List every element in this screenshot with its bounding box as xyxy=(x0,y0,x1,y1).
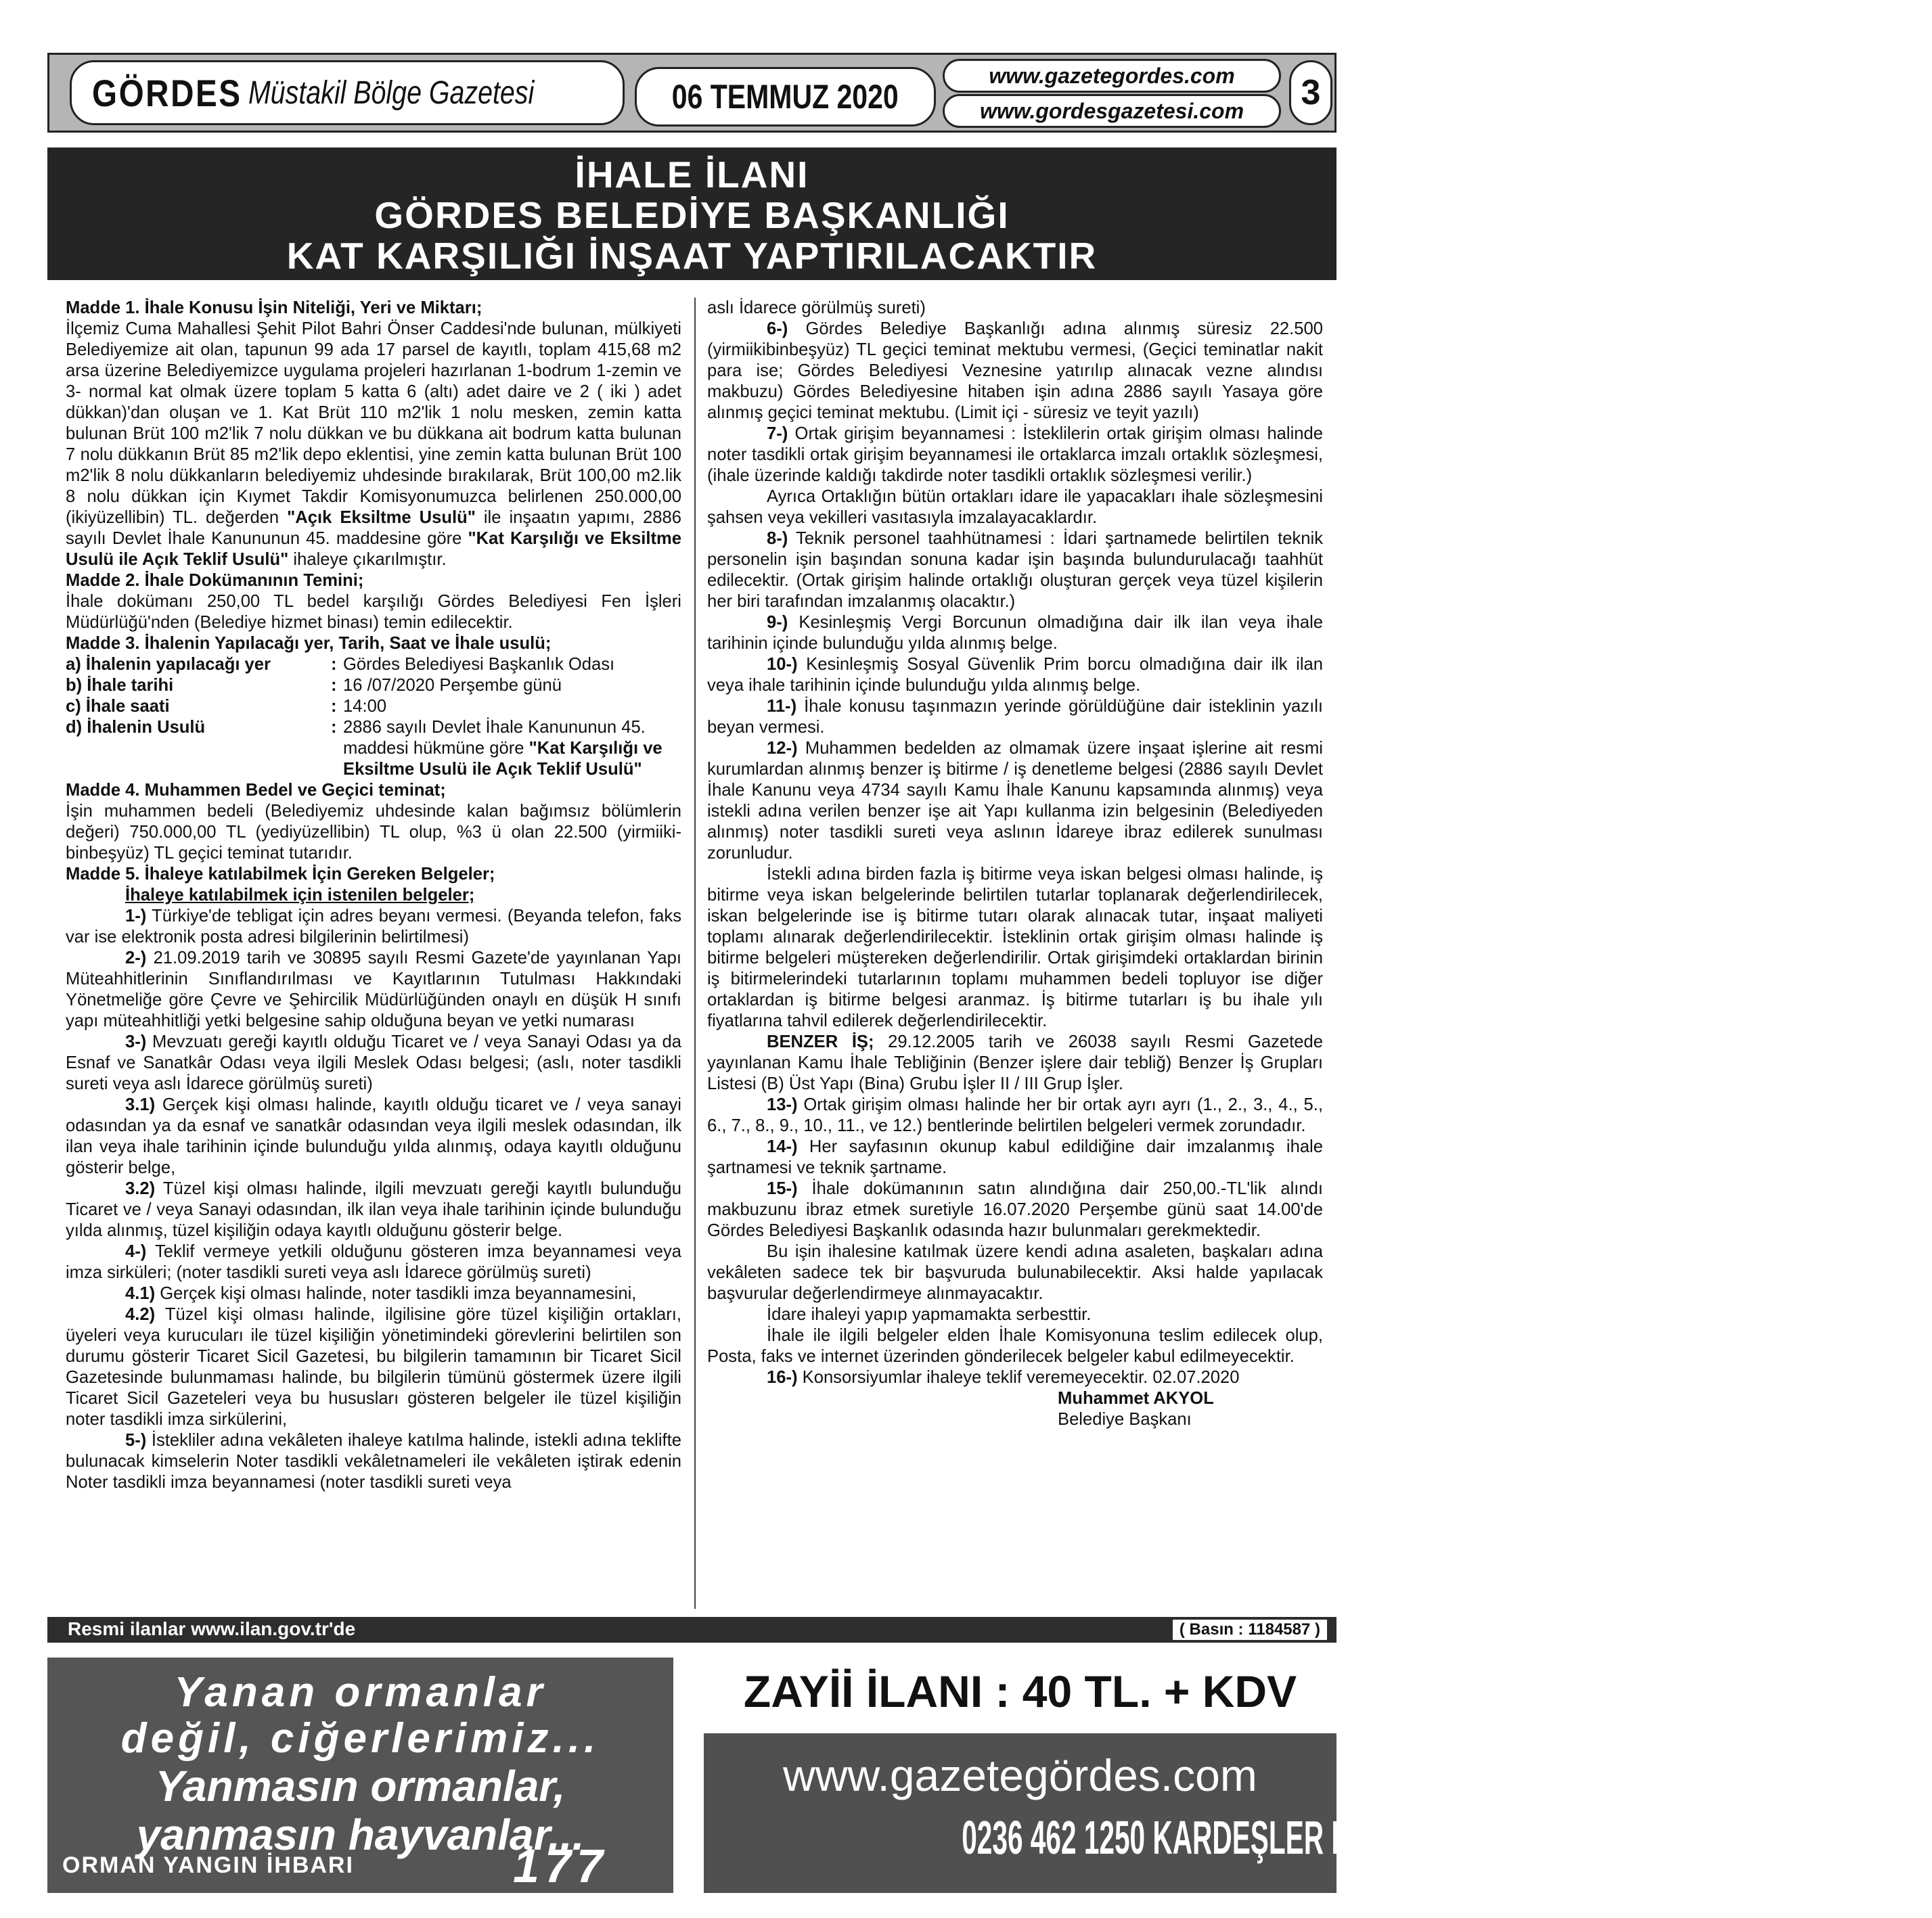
fire-report-number: 177 xyxy=(513,1840,608,1892)
list-item: 1-) Türkiye'de tebligat için adres beyanı vermesi. (Beyanda telefon, faks var ise elektronik posta adresi bilgilerinin belirtilmesi) xyxy=(66,907,681,946)
list-item: 12-) Muhammen bedelden az olmamak üzere inşaat işlerine ait resmi kurumlardan alınmış benzer iş bitirme / iş denetleme belgesi (2886 sayılı Devlet İhale Kanunu veya 4734 sayılı Kamu İhale Kanunu kapsamında alınmış) veya istekli adına verilen benzer işe ait Yapı kullanma izin belgesinin (Belediyeden alınmış) noter tasdikli sureti veya aslının İdareye ibraz edilerek sunulması zorunludur. xyxy=(707,739,1323,863)
list-item: 9-) Kesinleşmiş Vergi Borcunun olmadığına dair ilk ilan veya ihale tarihinin içinde bulunduğu yılda alınmış belge. xyxy=(707,613,1323,653)
title-banner xyxy=(47,147,1336,280)
issue-date: 06 TEMMUZ 2020 xyxy=(672,78,899,116)
article-5-title: Madde 5. İhaleye katılabilmek İçin Gereken Belgeler; xyxy=(66,865,495,884)
contact-ad xyxy=(704,1733,1675,1893)
lost-notice-price: ZAYİİ İLANI : 40 TL. + KDV xyxy=(743,1666,1297,1716)
right-item-list xyxy=(707,319,1323,1388)
article-2-title: Madde 2. İhale Dokümanının Temini; xyxy=(66,571,364,590)
column-divider xyxy=(694,298,696,1609)
ad-line-3: Yanmasın ormanlar, xyxy=(155,1762,566,1810)
article-2-text: İhale dokümanı 250,00 TL bedel karşılığı Gördes Belediyesi Fen İşleri Müdürlüğü'nden (Belediye hizmet binası) temin edilecektir. xyxy=(66,592,681,632)
masthead xyxy=(47,53,1336,133)
list-item: BENZER İŞ; 29.12.2005 tarih ve 26038 sayılı Resmi Gazetede yayınlanan Kamu İhale Tebliğinin (Benzer işlere dair tebliğ) Benzer İş Grupları Listesi (B) Üst Yapı (Bina) Grubu İşler II / III Grup İşler. xyxy=(707,1032,1323,1093)
page-number: 3 xyxy=(1301,73,1321,112)
continued-text: aslı İdarece görülmüş sureti) xyxy=(707,298,926,317)
fire-report-label: ORMAN YANGIN İHBARI xyxy=(62,1852,354,1878)
forest-fire-ad xyxy=(47,1658,673,1893)
signer-name: Muhammet AKYOL xyxy=(1058,1389,1214,1408)
website-2: www.gordesgazetesi.com xyxy=(979,98,1244,123)
signer-title: Belediye Başkanı xyxy=(1058,1410,1192,1429)
article-4-title: Madde 4. Muhammen Bedel ve Geçici teminat; xyxy=(66,781,446,800)
ad-line-2: değil, ciğerlerimiz... xyxy=(120,1715,600,1762)
detail-row-time: c) İhale saati : 14:00 xyxy=(66,697,387,716)
list-item: 6-) Gördes Belediye Başkanlığı adına alınmış süresiz 22.500 (yirmiikibinbeşyüz) TL geçici teminat mektubu vermesi, (Geçici teminatlar nakit para ise; Gördes Belediyesi Veznesine yatırılıp alınacak vezne alındısı makbuzu) Gördes Belediyesine hitaben işin adına 2886 sayılı Yasaya göre alınmış geçici teminat mektubu. (Limit içi - süresiz ve teyit yazılı) xyxy=(707,319,1323,422)
article-1-text: İlçemiz Cuma Mahallesi Şehit Pilot Bahri Önser Caddesi'nde bulunan, mülkiyeti Belediyemize ait olan, tapunun 99 ada 17 parsel de kayıtlı, toplam 415,68 m2 arsa üzerine Belediyemizce uygulama projeleri hazırlanan 1-bodrum 1-zemin ve 3- normal kat olmak üzere toplam 5 katta 6 (altı) adet daire ve 2 ( iki ) adet dükkan)'dan oluşan ve 1. Kat Brüt 110 m2'lik 1 nolu mesken, zemin katta bulunan Brüt 100 m2'lik 7 nolu dükkan ve bu dükkana ait bodrum katta bulunan 7 nolu dükkanın Brüt 85 m2'lik depo eklentisi, yine zemin katta bulunan Brüt 100 m2'lik 8 nolu dükkanların belediyemiz uhdesinde bırakılarak, Brüt 100,00 m2.lik 8 nolu dükkan için Kıymet Takdir Komisyonumuzca belirlenen 250.000,00 (ikiyüzellibin) TL. değerden "Açık Eksiltme Usulü" ile inşaatın yapımı, 2886 sayılı Devlet İhale Kanununun 45. maddesine göre "Kat Karşılığı ve Eksiltme Usulü ile Açık Teklif Usulü" ihaleye çıkarılmıştır. xyxy=(66,319,681,569)
list-item: 5-) İstekliler adına vekâleten ihaleye katılma halinde, istekli adına teklifte bulunacak kimselerin Noter tasdikli vekâletnameleri ile vekâleten iştirak edenin Noter tasdikli imza beyannamesi (noter tasdikli sureti veya xyxy=(66,1431,681,1492)
list-item: İdare ihaleyi yapıp yapmamakta serbesttir. xyxy=(767,1305,1092,1324)
right-column xyxy=(707,298,1323,1430)
ad-line-4: yanmasın hayvanlar... xyxy=(136,1810,585,1859)
detail-row-place: a) İhalenin yapılacağı yer : Gördes Belediyesi Başkanlık Odası xyxy=(66,655,615,674)
brand-subtitle: Müstakil Bölge Gazetesi xyxy=(248,74,534,111)
press-number: ( Basın : 1184587 ) xyxy=(1173,1620,1327,1640)
list-item: 4.1) Gerçek kişi olması halinde, noter tasdikli imza beyannamesini, xyxy=(125,1284,637,1303)
banner-line-3: KAT KARŞILIĞI İNŞAAT YAPTIRILACAKTIR xyxy=(286,235,1098,277)
list-item: 14-) Her sayfasının okunup kabul edildiğine dair imzalanmış ihale şartnamesi ve teknik şartname. xyxy=(707,1137,1323,1177)
official-notices-link: Resmi ilanlar www.ilan.gov.tr'de xyxy=(68,1618,356,1639)
left-column xyxy=(66,298,681,1493)
left-item-list xyxy=(66,906,681,1493)
article-4-text: İşin muhammen bedeli (Belediyemiz uhdesinde kalan bağımsız bölümlerin değeri) 750.000,00 TL (yediyüzellibin) TL olup, %3 ü olan 22.500 (yirmiiki-binbeşyüz) TL geçici teminat tutarıdır. xyxy=(66,802,681,863)
ad-website: www.gazetegördes.com xyxy=(783,1750,1257,1800)
list-item: 8-) Teknik personel taahhütnamesi : İdari şartnamede belirtilen teknik personelin işin başından sonuna kadar işin başında bulundurulacağı taahhüt edilecektir. (Ortak girişim halinde ortaklığı oluşturan gerçek veya tüzel kişilerin her biri tarafından imzalanmış olacaktır.) xyxy=(707,529,1323,611)
list-item: İhale ile ilgili belgeler elden İhale Komisyonuna teslim edilecek olup, Posta, faks ve internet üzerinden gönderilecek belgeler kabul edilmeyecektir. xyxy=(707,1326,1323,1366)
list-item: 16-) Konsorsiyumlar ihaleye teklif veremeyecektir. 02.07.2020 xyxy=(767,1368,1240,1387)
banner-line-1: İHALE İLANI xyxy=(575,154,809,196)
brand-name: GÖRDES xyxy=(92,71,242,114)
ad-line-1: Yanan ormanlar xyxy=(174,1669,547,1716)
banner-line-2: GÖRDES BELEDİYE BAŞKANLIĞI xyxy=(374,194,1010,236)
page-number-box xyxy=(1289,60,1332,125)
website-box-2 xyxy=(943,94,1281,128)
list-item: 3-) Mevzuatı gereği kayıtlı olduğu Ticaret ve / veya Sanayi Odası ya da Esnaf ve Sanatkâr Odası veya ilgili Meslek Odası belgesi; (aslı, noter tasdikli sureti veya aslı İdarece görülmüş sureti) xyxy=(66,1032,681,1093)
article-5-subtitle: İhaleye katılabilmek için istenilen belgeler; xyxy=(125,886,475,905)
ad-contact: 0236 462 1250 KARDEŞLER MATBAASI- GAZETECİLİK xyxy=(962,1811,1675,1864)
article-3-title: Madde 3. İhalenin Yapılacağı yer, Tarih, Saat ve İhale usulü; xyxy=(66,634,552,653)
list-item: 11-) İhale konusu taşınmazın yerinde görüldüğüne dair isteklinin yazılı beyan vermesi. xyxy=(707,697,1323,737)
list-item: İstekli adına birden fazla iş bitirme veya iskan belgesi olması halinde, iş bitirme veya iskan belgelerinde belirtilen tutarlar toplanarak değerlendirilecek, iskan belgelerinde ise iş bitirme tutarı olarak alınacak tutar, inşaat maliyeti toplamı alınarak değerlendirilecektir. İsteklinin ortak girişim olması halinde iş bitirme belgeleri müştereken değerlendirilir. Ortak girişimdeki ortaklardan birinin iş bitirmelerindeki tutarlarının toplamı muhammen bedeli topluyor ise diğer ortaklardan iş bitirme belgesi aranmaz. İş bitirme tutarları iş bu ihale yılı fiyatlarına tahvil edilerek değerlendirilecektir. xyxy=(707,865,1323,1030)
list-item: 3.2) Tüzel kişi olması halinde, ilgili mevzuatı gereği kayıtlı bulunduğu Ticaret ve / veya Sanayi odasından, ilk ilan veya ihale tarihinin içinde bulunduğu yılda alınmış, tüzel kişiliğin odaya kayıtlı olduğunu gösterir belge. xyxy=(66,1179,681,1240)
list-item: 7-) Ortak girişim beyannamesi : İsteklilerin ortak girişim olması halinde noter tasdikli ortak girişim beyannamesi ile ortaklarca imzalı ortaklık sözleşmesi, (ihale üzerinde kaldığı takdirde noter tasdikli ortaklık sözleşmesi verilir.) xyxy=(707,424,1323,485)
brand-box xyxy=(70,60,625,125)
list-item: 3.1) Gerçek kişi olması halinde, kayıtlı olduğu ticaret ve / veya sanayi odasından ya da esnaf ve sanatkâr odasından veya ilgili meslek odasından, ilk ilan veya ihale tarihinin içinde bulunduğu yılda alınmış, odaya kayıtlı olduğunu gösterir belge, xyxy=(66,1095,681,1177)
list-item: 13-) Ortak girişim olması halinde her bir ortak ayrı ayrı (1., 2., 3., 4., 5., 6., 7., 8., 9., 10., 11., ve 12.) bentlerinde belirtilen belgeleri vermek zorundadır. xyxy=(707,1095,1323,1135)
footer-bar xyxy=(47,1617,1336,1643)
website-1: www.gazetegordes.com xyxy=(989,63,1235,88)
list-item: 10-) Kesinleşmiş Sosyal Güvenlik Prim borcu olmadığına dair ilk ilan veya ihale tarihinin içinde bulunduğu yılda alınmış belge. xyxy=(707,655,1323,695)
detail-row-method: d) İhalenin Usulü : 2886 sayılı Devlet İhale Kanununun 45. maddesi hükmüne göre "Kat Karşılığı ve Eksiltme Usulü ile Açık Teklif Usulü" xyxy=(66,718,662,779)
detail-row-date: b) İhale tarihi : 16 /07/2020 Perşembe günü xyxy=(66,676,562,695)
website-box-1 xyxy=(943,59,1281,93)
list-item: 15-) İhale dokümanının satın alındığına dair 250,00.-TL'lik alındı makbuzunu ibraz etmek suretiyle 16.07.2020 Perşembe günü saat 14.00'de Gördes Belediyesi Başkanlık odasında hazır bulunmaları gerekmektedir. xyxy=(707,1179,1323,1240)
list-item: Bu işin ihalesine katılmak üzere kendi adına asaleten, başkaları adına vekâleten sadece tek bir başvuruda bulunabilecektir. Aksi halde yapılacak başvurular değerlendirmeye alınmayacaktır. xyxy=(707,1242,1323,1303)
list-item: 4-) Teklif vermeye yetkili olduğunu gösteren imza beyannamesi veya imza sirküleri; (noter tasdikli sureti veya aslı İdarece görülmüş sureti) xyxy=(66,1242,682,1282)
list-item: 4.2) Tüzel kişi olması halinde, ilgilisine göre tüzel kişiliğin ortakları, üyeleri veya kurucuları ile tüzel kişiliğin yönetimindeki görevlerini belirtilen son durumu gösterir Ticaret Sicil Gazetesi, bu bilgilerin tamamının bir Ticaret Sicil Gazetesinde bulunmaması halinde, bu bilgilerin tümünü göstermek üzere ilgili Ticaret Sicil Gazeteleri veya bu hususları gösteren belgeler ile tüzel kişiliğin noter tasdikli imza sirkülerini, xyxy=(66,1305,681,1429)
issue-date-box xyxy=(635,67,936,127)
list-item: Ayrıca Ortaklığın bütün ortakları idare ile yapacakları ihale sözleşmesini şahsen veya vekilleri vasıtasıyla imzalayacaklardır. xyxy=(707,487,1323,527)
list-item: 2-) 21.09.2019 tarih ve 30895 sayılı Resmi Gazete'de yayınlanan Yapı Müteahhitlerinin Sınıflandırılması ve Kayıtlarının Tutulması Hakkındaki Yönetmeliğe göre Çevre ve Şehircilik Müdürlüğünden onaylı en düşük H sınıfı yapı müteahhitliği yetki belgesine sahip olduğuna beyan ve yetki numarası xyxy=(66,949,681,1030)
article-1-title: Madde 1. İhale Konusu İşin Niteliği, Yeri ve Miktarı; xyxy=(66,298,482,317)
